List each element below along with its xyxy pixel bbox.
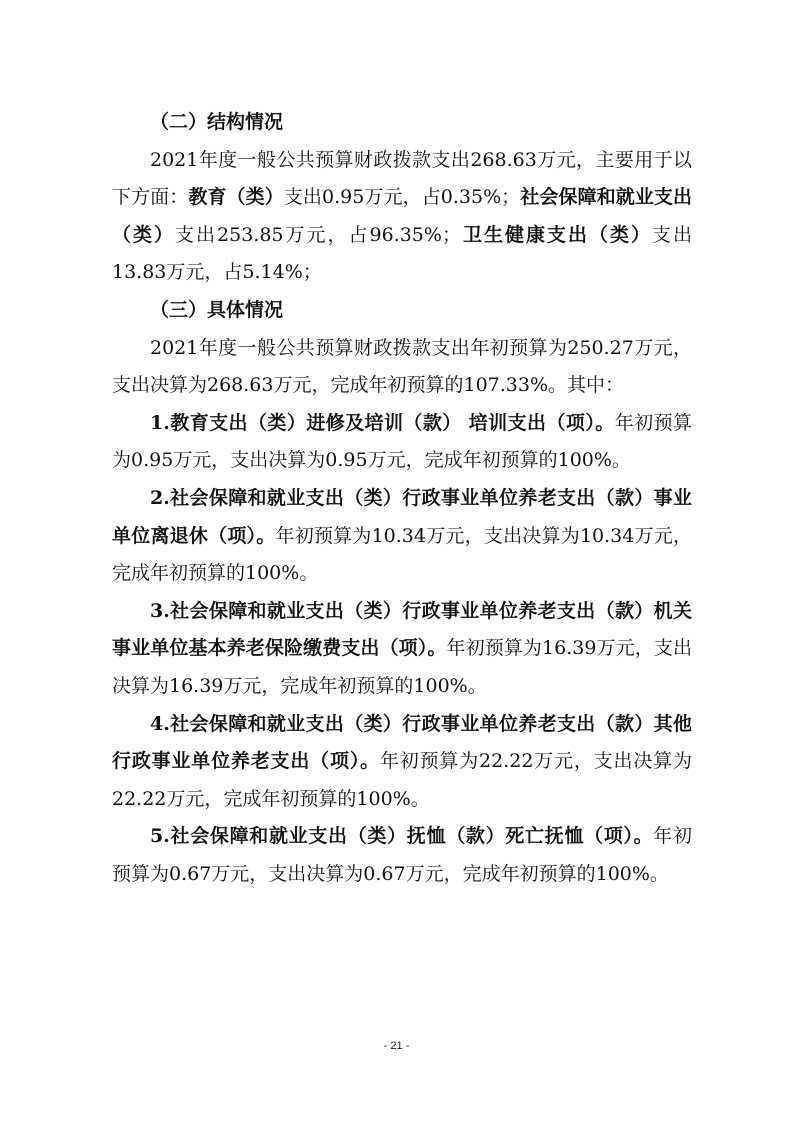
detail-item-5 bbox=[112, 818, 692, 893]
detail-item-2 bbox=[112, 480, 692, 593]
structure-text-social-security: 支出253.85万元，占96.35%； bbox=[175, 223, 461, 246]
detail-item-title: 4.社会保障和就业支出（类）行政事业单位养老支出（款）其他行政事业单位养老支出（项）。 bbox=[112, 712, 692, 773]
structure-category-health: 卫生健康支出（类） bbox=[460, 223, 652, 246]
section-heading-details: （三）具体情况 bbox=[150, 298, 284, 321]
structure-category-social-security: 社会保障和就业支出（类） bbox=[112, 186, 692, 246]
detail-item-body: 年初预算为10.34万元，支出决算为10.34万元，完成年初预算的100%。 bbox=[112, 524, 692, 585]
detail-item-body: 年初预算为0.95万元，支出决算为0.95万元，完成年初预算的100%。 bbox=[112, 411, 692, 472]
detail-item-title: 2.社会保障和就业支出（类）行政事业单位养老支出（款）事业单位离退休（项）。 bbox=[112, 486, 692, 547]
detail-item-title: 3.社会保障和就业支出（类）行政事业单位养老支出（款）机关事业单位基本养老保险缴费支出（项）。 bbox=[112, 599, 692, 660]
detail-item-3 bbox=[112, 593, 692, 706]
detail-item-title: 5.社会保障和就业支出（类）抚恤（款）死亡抚恤（项）。 bbox=[150, 825, 654, 848]
structure-text-health: 支出13.83万元，占5.14%； bbox=[112, 223, 692, 284]
detail-item-body: 年初预算为22.22万元，支出决算为22.22万元，完成年初预算的100%。 bbox=[112, 750, 692, 810]
structure-text-intro: 2021年度一般公共预算财政拨款支出268.63万元，主要用于以下方面： bbox=[112, 148, 692, 209]
details-intro-paragraph: 2021年度一般公共预算财政拨款支出年初预算为250.27万元，支出决算为268.63万元，完成年初预算的107.33%。其中： bbox=[112, 336, 692, 397]
structure-category-education: 教育（类） bbox=[188, 186, 284, 209]
page-number: - 21 - bbox=[383, 1040, 410, 1052]
detail-item-title: 1.教育支出（类）进修及培训（款） 培训支出（项）。 bbox=[150, 411, 615, 434]
detail-item-4 bbox=[112, 706, 692, 819]
structure-paragraph bbox=[112, 142, 692, 292]
document-body bbox=[112, 104, 692, 893]
structure-text-education: 支出0.95万元，占0.35%； bbox=[283, 186, 521, 209]
detail-item-body: 年初预算为16.39万元，支出决算为16.39万元，完成年初预算的100%。 bbox=[112, 637, 692, 697]
detail-item-body: 年初预算为0.67万元，支出决算为0.67万元，完成年初预算的100%。 bbox=[112, 825, 692, 885]
section-heading-structure: （二）结构情况 bbox=[150, 111, 284, 133]
detail-item-1 bbox=[112, 405, 692, 480]
